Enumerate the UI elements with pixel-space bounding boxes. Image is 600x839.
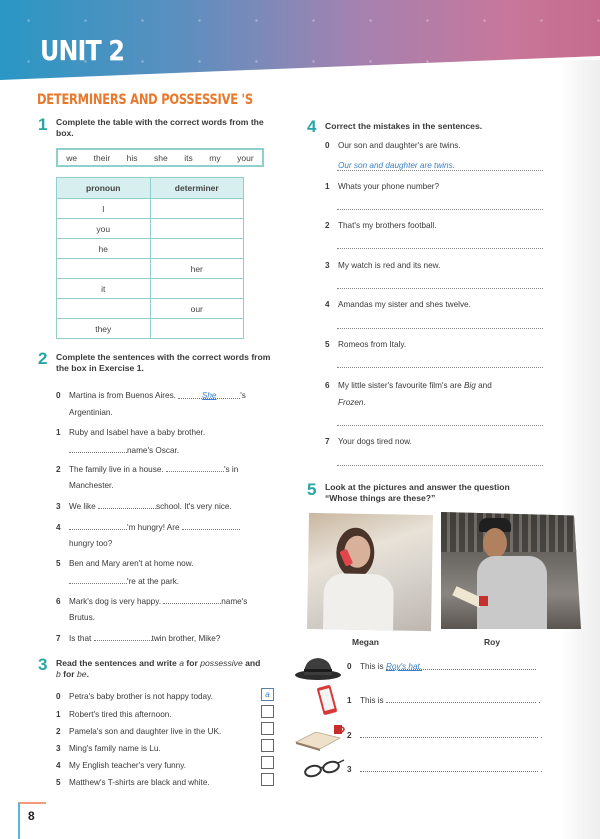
exercise-5-instruction: Look at the pictures and answer the question “Whose things are these?” <box>325 482 510 503</box>
answer-blank[interactable] <box>163 595 221 604</box>
ex5-item-2: 2 . <box>347 731 543 740</box>
exercise-1-instruction: Complete the table with the correct words from the box. <box>56 117 264 138</box>
answer-blank[interactable] <box>360 763 538 772</box>
ex3-item-0: 0 Petra's baby brother is not happy today. <box>56 692 213 701</box>
ex5-item-0: 0 This is Roy's hat. <box>347 661 536 672</box>
roy-tshirt <box>477 556 547 629</box>
pronoun-determiner-table <box>56 177 244 339</box>
shelf-background <box>441 512 581 552</box>
exercise-4-instruction: Correct the mistakes in the sentences. <box>325 121 483 131</box>
ex2-item-6: 6 Mark's dog is very happy. name's <box>56 597 248 606</box>
answer-box[interactable] <box>261 705 274 718</box>
word: his <box>126 152 138 163</box>
cell[interactable] <box>57 259 151 279</box>
cell[interactable] <box>150 219 244 239</box>
table-header-row <box>57 178 244 199</box>
table-row <box>57 199 244 219</box>
word: she <box>154 152 168 163</box>
ex3-item-4: 4 My English teacher's very funny. <box>56 761 186 770</box>
answer-blank[interactable] <box>182 521 240 530</box>
ex2-item-5-cont: 're at the park. <box>69 575 179 587</box>
answer-line[interactable] <box>337 367 543 368</box>
ex2-item-3: 3 We like school. It's very nice. <box>56 502 232 511</box>
ex4-answer-0: Our son and daughter are twins. <box>338 161 455 170</box>
cell[interactable] <box>150 279 244 299</box>
table-row <box>57 299 244 319</box>
exercise-5-number: 5 <box>307 480 317 499</box>
ex2-item-0-cont: Argentinian. <box>69 408 113 417</box>
ex2-item-1: 1 Ruby and Isabel have a baby brother. <box>56 428 206 437</box>
column-header: pronoun <box>57 178 151 199</box>
ex3-item-2: 2 Pamela's son and daughter live in the UK. <box>56 727 222 736</box>
answer-blank[interactable] <box>98 500 156 509</box>
answer-blank[interactable] <box>94 632 152 641</box>
answer-line[interactable] <box>337 425 543 426</box>
ex3-item-3: 3 Ming's family name is Lu. <box>56 744 161 753</box>
answer-blank[interactable] <box>69 521 127 530</box>
word: their <box>93 152 111 163</box>
hat-icon <box>294 653 342 681</box>
ex2-item-2: 2 The family live in a house. 's in <box>56 465 239 474</box>
answer-blank[interactable] <box>360 729 538 738</box>
answer-blank[interactable] <box>166 463 224 472</box>
ex4-item-7: 7 Your dogs tired now. <box>325 437 412 446</box>
table-row <box>57 259 244 279</box>
answer-box[interactable] <box>261 739 274 752</box>
answer-line[interactable] <box>337 328 543 329</box>
ex4-item-1: 1 Whats your phone number? <box>325 182 440 191</box>
ex4-item-4: 4 Amandas my sister and shes twelve. <box>325 300 471 309</box>
ex4-item-5: 5 Romeos from Italy. <box>325 340 407 349</box>
cell[interactable]: he <box>57 239 151 259</box>
table-row <box>57 219 244 239</box>
table-row <box>57 319 244 339</box>
phone-icon <box>316 684 340 718</box>
roy-face <box>483 528 507 558</box>
cell[interactable]: her <box>150 259 244 279</box>
ex2-item-6-cont: Brutus. <box>69 613 95 622</box>
caption-megan: Megan <box>352 637 379 647</box>
ex4-item-3: 3 My watch is red and its new. <box>325 261 441 270</box>
answer-blank[interactable] <box>69 444 127 453</box>
answer-line[interactable] <box>337 248 543 249</box>
ex4-item-2: 2 That's my brothers football. <box>325 221 437 230</box>
word-box <box>56 148 264 167</box>
ex2-item-4: 4 'm hungry! Are <box>56 521 240 533</box>
cell[interactable] <box>150 199 244 219</box>
ex2-item-2-cont: Manchester. <box>69 481 114 490</box>
photo-megan <box>307 513 433 631</box>
megan-sweater <box>323 573 394 631</box>
answer-box[interactable] <box>261 756 274 769</box>
ex3-item-1: 1 Robert's tired this afternoon. <box>56 710 172 719</box>
answer-line[interactable] <box>337 170 543 171</box>
book-and-mug-icon <box>294 722 350 752</box>
word: its <box>184 152 193 163</box>
page-shadow <box>560 60 600 839</box>
ex2-item-1-cont: name's Oscar. <box>69 444 179 456</box>
section-title: DETERMINERS AND POSSESSIVE 'S <box>37 92 253 108</box>
exercise-1-number: 1 <box>38 115 48 134</box>
column-header: determiner <box>150 178 244 199</box>
word: my <box>209 152 221 163</box>
ex2-item-5: 5 Ben and Mary aren't at home now. <box>56 559 194 568</box>
table-row <box>57 239 244 259</box>
cell[interactable]: it <box>57 279 151 299</box>
ex4-item-0: 0 Our son and daughter's are twins. <box>325 141 461 150</box>
page-number: 8 <box>28 809 35 823</box>
answer-blank[interactable]: She <box>178 390 240 399</box>
exercise-4-number: 4 <box>307 117 317 136</box>
ex3-item-5: 5 Matthew's T-shirts are black and white. <box>56 778 210 787</box>
exercise-3-number: 3 <box>38 655 48 674</box>
unit-title: UNIT 2 <box>40 34 125 67</box>
answer-blank[interactable] <box>386 694 536 703</box>
word: your <box>237 152 254 163</box>
answer-line[interactable] <box>337 209 543 210</box>
ex5-item-1: 1 This is . <box>347 696 541 705</box>
cell[interactable] <box>150 319 244 339</box>
answer-blank[interactable]: Roy's hat. <box>386 661 536 670</box>
exercise-3-instruction: Read the sentences and write a for possessive and b for be. <box>56 658 261 679</box>
cell[interactable]: you <box>57 219 151 239</box>
ex4-item-6: 6 My little sister's favourite film's are Big and <box>325 381 492 390</box>
glasses-icon <box>302 757 346 779</box>
answer-box[interactable] <box>261 722 274 735</box>
answer-line[interactable] <box>337 465 543 466</box>
ex2-item-4-cont: hungry too? <box>69 539 113 548</box>
ex5-item-3: 3 . <box>347 765 543 774</box>
photo-roy <box>441 512 581 629</box>
word: we <box>66 152 78 163</box>
ex2-item-7: 7 Is that twin brother, Mike? <box>56 634 221 643</box>
ex4-item-6-cont: Frozen. <box>338 398 366 407</box>
exercise-2-number: 2 <box>38 349 48 368</box>
caption-roy: Roy <box>484 637 501 647</box>
answer-box[interactable] <box>261 773 274 786</box>
table-row <box>57 279 244 299</box>
cell[interactable] <box>57 299 151 319</box>
cell[interactable]: our <box>150 299 244 319</box>
cell[interactable]: they <box>57 319 151 339</box>
answer-line[interactable] <box>337 288 543 289</box>
exercise-2-instruction: Complete the sentences with the correct words from the box in Exercise 1. <box>56 352 271 373</box>
mug-in-photo <box>479 596 488 606</box>
cell[interactable] <box>150 239 244 259</box>
cell[interactable]: I <box>57 199 151 219</box>
answer-box[interactable]: a <box>261 688 274 701</box>
answer-blank[interactable] <box>69 575 127 584</box>
ex2-item-0: 0 Martina is from Buenos Aires. She 's <box>56 391 246 400</box>
